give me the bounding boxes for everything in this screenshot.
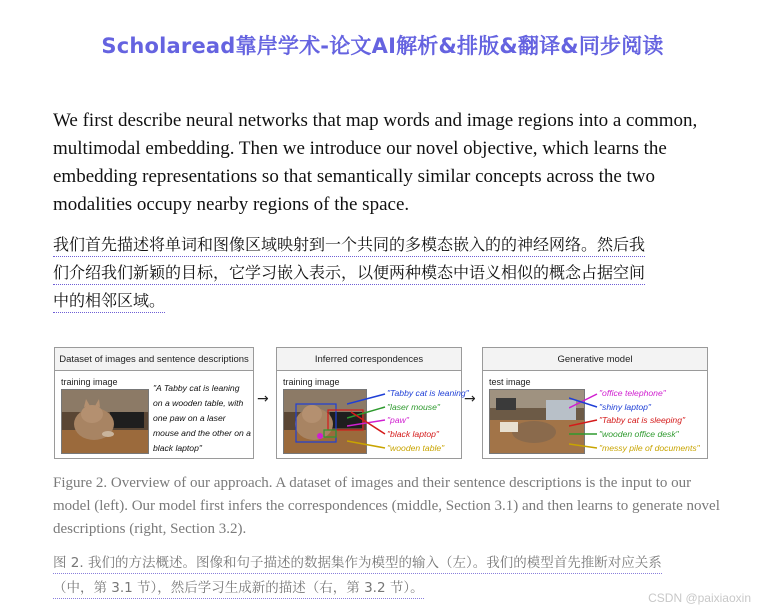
arrow-right-icon: →	[464, 391, 476, 407]
phrase-wooden-table: "wooden table"	[387, 443, 445, 453]
caption-chinese-line-1[interactable]: 图 2. 我们的方法概述。图像和句子描述的数据集作为模型的输入（左）。我们的模型首先推断对应关系	[53, 555, 662, 574]
correspondence-lines	[347, 386, 387, 456]
phrase-messy-pile-documents: "messy pile of documents"	[599, 443, 700, 453]
phrase-office-telephone: "office telephone"	[599, 388, 666, 398]
phrase-tabby-cat-sleeping: "Tabby cat is sleeping"	[599, 415, 686, 425]
arrow-right-icon: →	[257, 391, 269, 407]
paragraph-chinese	[53, 231, 733, 315]
panel-dataset-title: Dataset of images and sentence descriptions	[55, 348, 253, 371]
panel-correspondences-subtitle: training image	[283, 377, 340, 387]
panel-dataset	[54, 347, 254, 459]
phrase-wooden-office-desk: "wooden office desk"	[599, 429, 679, 439]
panel-correspondences-title: Inferred correspondences	[277, 348, 461, 371]
generation-lines	[569, 386, 599, 456]
cat-photo-training	[61, 389, 149, 454]
app-header-title: Scholaread靠岸学术-论文AI解析&排版&翻译&同步阅读	[101, 34, 664, 58]
csdn-watermark: CSDN @paixiaoxin	[648, 591, 751, 605]
figure-caption-english: Figure 2. Overview of our approach. A dataset of images and their sentence descriptions is the input to our model (left). Our model first infers the correspondences (middle, Section 3.1) and then learns to generate novel descriptions (right, Section 3.2).	[53, 475, 720, 537]
phrase-paw: "paw"	[387, 415, 409, 425]
phrase-shiny-laptop: "shiny laptop"	[599, 402, 651, 412]
figure-caption-chinese	[53, 551, 725, 601]
phrase-black-laptop: "black laptop"	[387, 429, 439, 439]
paragraph-chinese-line-2[interactable]: 们介绍我们新颖的目标，它学习嵌入表示，以便两种模态中语义相似的概念占据空间	[53, 263, 645, 285]
panel-generative	[482, 347, 708, 459]
phrase-laser-mouse: "laser mouse"	[387, 402, 440, 412]
paragraph-chinese-line-3[interactable]: 中的相邻区域。	[53, 291, 165, 313]
phrase-tabby-cat-leaning: "Tabby cat is leaning"	[387, 388, 469, 398]
panel-correspondences	[276, 347, 469, 459]
caption-chinese-line-2[interactable]: （中，第 3.1 节），然后学习生成新的描述（右，第 3.2 节）。	[53, 580, 424, 599]
panel-generative-subtitle: test image	[489, 377, 531, 387]
panel-dataset-description: "A Tabby cat is leaning on a wooden table, with one paw on a laser mouse and the other on a black laptop"	[153, 383, 251, 453]
figure-2	[54, 347, 714, 460]
paragraph-english: We first describe neural networks that map words and image regions into a common, multimodal embedding. Then we introduce our novel objective, which learns the embedding representations so that semantically similar concepts across the two modalities occupy nearby regions of the space.	[53, 110, 698, 215]
paragraph-chinese-line-1[interactable]: 我们首先描述将单词和图像区域映射到一个共同的多模态嵌入的的神经网络。然后我	[53, 235, 645, 257]
panel-dataset-subtitle: training image	[61, 377, 118, 387]
panel-generative-title: Generative model	[483, 348, 707, 371]
